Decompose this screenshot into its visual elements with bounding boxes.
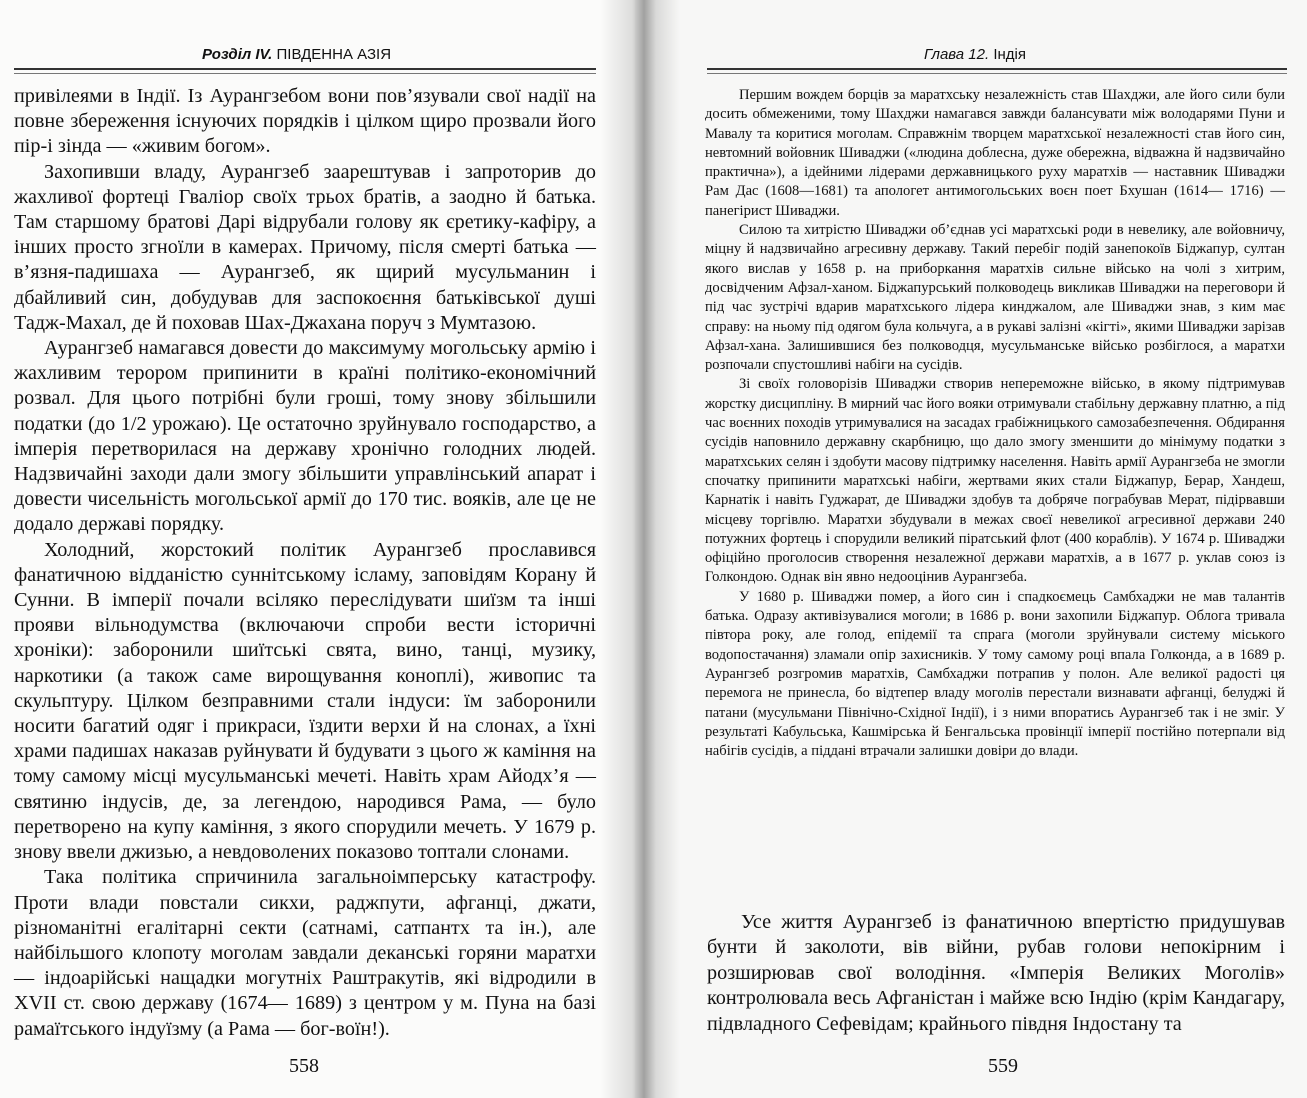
left-running-header	[202, 46, 391, 63]
right-paragraph: Усе життя Аурангзеб із фанатичною впертістю придушував бунти й заколоти, вів війни, рубав голови непокірним і розширював свої володіння. «Імперія Великих Моголів» контролювала весь Афганістан і майже всю Індію (крім Кандагару, підвладного Сефевідам; крайнього півдня Індостану та	[707, 911, 1285, 1035]
left-body-text	[14, 84, 596, 1042]
right-small-print-block	[705, 86, 1285, 761]
left-page	[0, 0, 635, 1098]
left-header-part: Розділ IV.	[202, 46, 273, 63]
left-header-rule	[14, 68, 596, 74]
right-header-rule	[707, 68, 1287, 74]
left-paragraph: привілеями в Індії. Із Аурангзебом вони пов’язували свої надії на повне збереження існуючих порядків і цілком щиро прозвали його пір-і зінда — «живим богом».	[14, 85, 596, 158]
left-paragraph: Захопивши владу, Аурангзеб заарештував і запроторив до жахливої фортеці Гваліор своїх трьох братів, а заодно й батька. Там старшому братові Дарі відрубали голову як єретику-кафіру, а інших просто згноїли в камерах. Причому, після смерті батька — в’язня-падишаха — Аурангзеб, як щирий мусульманин і дбайливий син, добудував для заспокоєння батьківської душі Тадж-Махал, де й поховав Шах-Джахана поруч з Мумтазою.	[14, 160, 596, 334]
right-small-paragraph: Першим вождем борців за маратхську незалежність став Шахджи, але його сили були досить обмеженими, тому Шахджи намагався завжди балансувати між володарями Пуни и Мавалу та коритися моголам. Справжнім творцем маратхської незалежності став його син, невтомний войовник Шиваджи («людина доблесна, дуже обережна, відважна й надзвичайно практична»), а ідейними лідерами державницького руху маратхів — наставник Шиваджи Рам Дас (1608—1681) та апологет антимогольських воєн поет Бхушан (1614— 1716) — панегірист Шиваджи.	[705, 87, 1285, 219]
right-header-part: Глава 12.	[924, 46, 990, 63]
left-header-title: ПІВДЕННА АЗІЯ	[276, 46, 392, 63]
right-header-title: Індія	[993, 46, 1027, 63]
left-paragraph: Така політика спричинила загальноімперську катастрофу. Проти влади повстали сикхи, раджпути, афганці, джати, різноманітні егалітарні секти (сатнамі, сатпантх та ін.), але найбільшого клопоту моголам завдали деканські горяни маратхи — індоарійські нащадки могутніх Раштракутів, які відродили в XVII ст. свою державу (1674— 1689) з центром у м. Пуна на базі рамаїтського індуїзму (а Рама — бог-воїн!).	[14, 866, 596, 1040]
right-small-paragraph: Зі своїх головорізів Шиваджи створив непереможне військо, в якому підтримував жорстку дисципліну. В мирний час його вояки отримували стабільну державну платню, а під час воєнних походів утримувалися на засадах грабіжницького самозабезпечення. Обдирання сусідів наповнило державну скарбницю, що дало змогу зменшити до мінімуму податки з маратхських селян і здобути масову підтримку населення. Навіть армії Аурангзеба не змогли спочатку припинити маратхські набіги, жертвами яких стали Біджапур, Берар, Хандеш, Карнатік і навіть Гуджарат, де Шиваджи здобув та добряче пограбував Мерат, підірвавши місцеву торгівлю. Маратхи збудували в межах своєї невеликої агресивної держави 240 потужних фортець і спорудили великий піратський флот (400 кораблів). У 1674 р. Шиваджи офіційно проголосив створення незалежної держави маратхів, а в 1677 р. уклав союз із Голкондою. Однак він явно недооцінив Аурангзеба.	[705, 376, 1285, 586]
right-running-header	[924, 46, 1026, 63]
right-page-number: 559	[988, 1055, 1018, 1077]
right-small-paragraph: У 1680 р. Шиваджи помер, а його син і спадкоємець Самбхаджи не мав талантів батька. Одразу активізувалися моголи; в 1686 р. вони захопили Біджапур. Облога тривала півтора року, але голод, епідемії та спрага (моголи зруйнували систему міського водопостачання) зламали опір захисників. У тому самому році впала Голконда, а в 1689 р. Аурангзеб розгромив маратхів, Самбхаджи потрапив у полон. Але великої радості ця перемога не принесла, бо відтепер владу моголів перестали визнавати афганці, белуджі й патани (мусульмани Північно-Східної Індії), і з ними впоратись Аурангзеб так і не зміг. У результаті Кабульська, Кашмірська й Бенгальська провінції імперії постійно потерпали від набігів сусідів, а піддані втрачали залишки довіри до влади.	[705, 588, 1285, 760]
left-paragraph: Холодний, жорстокий політик Аурангзеб прославився фанатичною відданістю суннітському ісламу, заповідям Корану й Сунни. В імперії почали всіляко переслідувати шиїзм та інші прояви вільнодумства (включаючи спроби вести історичні хроніки): заборонили шиїтські свята, вино, танці, музику, наркотики (а також саме вирощування коноплі), живопис та скульптуру. Цілком безправними стали індуси: їм заборонили носити багатий одяг і прикраси, їздити верхи й на слонах, а їхні храми падишах наказав руйнувати й будувати з цього ж каміння на тому самому місці мусульманські мечеті. Навіть храм Айодх’я — святиню індусів, де, за легендою, народився Рама, — було перетворено на купу каміння, з якого спорудили мечеть. У 1679 р. знову ввели джизью, а невдоволених показово топтали слонами.	[14, 538, 596, 864]
right-small-paragraph: Силою та хитрістю Шиваджи об’єднав усі маратхські роди в невелику, але войовничу, міцну й надзвичайно агресивну державу. Такий перебіг подій занепокоїв Біджапур, султан якого вислав у 1658 р. на приборкання маратхів сильне військо на чолі з хитрим, досвідченим Афзал-ханом. Біджапурський полководець викликав Шиваджи на переговори й під час зустрічі вдарив маратхського лідера кинджалом, але Шиваджи знав, з ким має справу: на ньому під одягом була кольчуга, а в рукаві залізні «кігті», якими Шиваджи зарізав Афзал-хана. Залишившися без полководця, мусульманське військо розбіглося, а маратхи розпочали спустошливі набіги на сусідів.	[705, 222, 1285, 374]
left-page-number: 558	[289, 1055, 319, 1077]
right-body-text	[707, 910, 1285, 1037]
book-gutter-shadow	[600, 0, 680, 1098]
right-page	[635, 0, 1307, 1098]
left-paragraph: Аурангзеб намагався довести до максимуму могольську армію і жахливим терором припинити в країні політико-економічний розвал. Для цього потрібні були гроші, тому знову збільшили податки (до 1/2 урожаю). Це остаточно зруйнувало господарство, а імперія перетворилася на державу хронічно голодних людей. Надзвичайні заходи дали змогу збільшити управлінський апарат і довести чисельність могольської армії до 170 тис. вояків, але це не додало державі порядку.	[14, 337, 596, 536]
